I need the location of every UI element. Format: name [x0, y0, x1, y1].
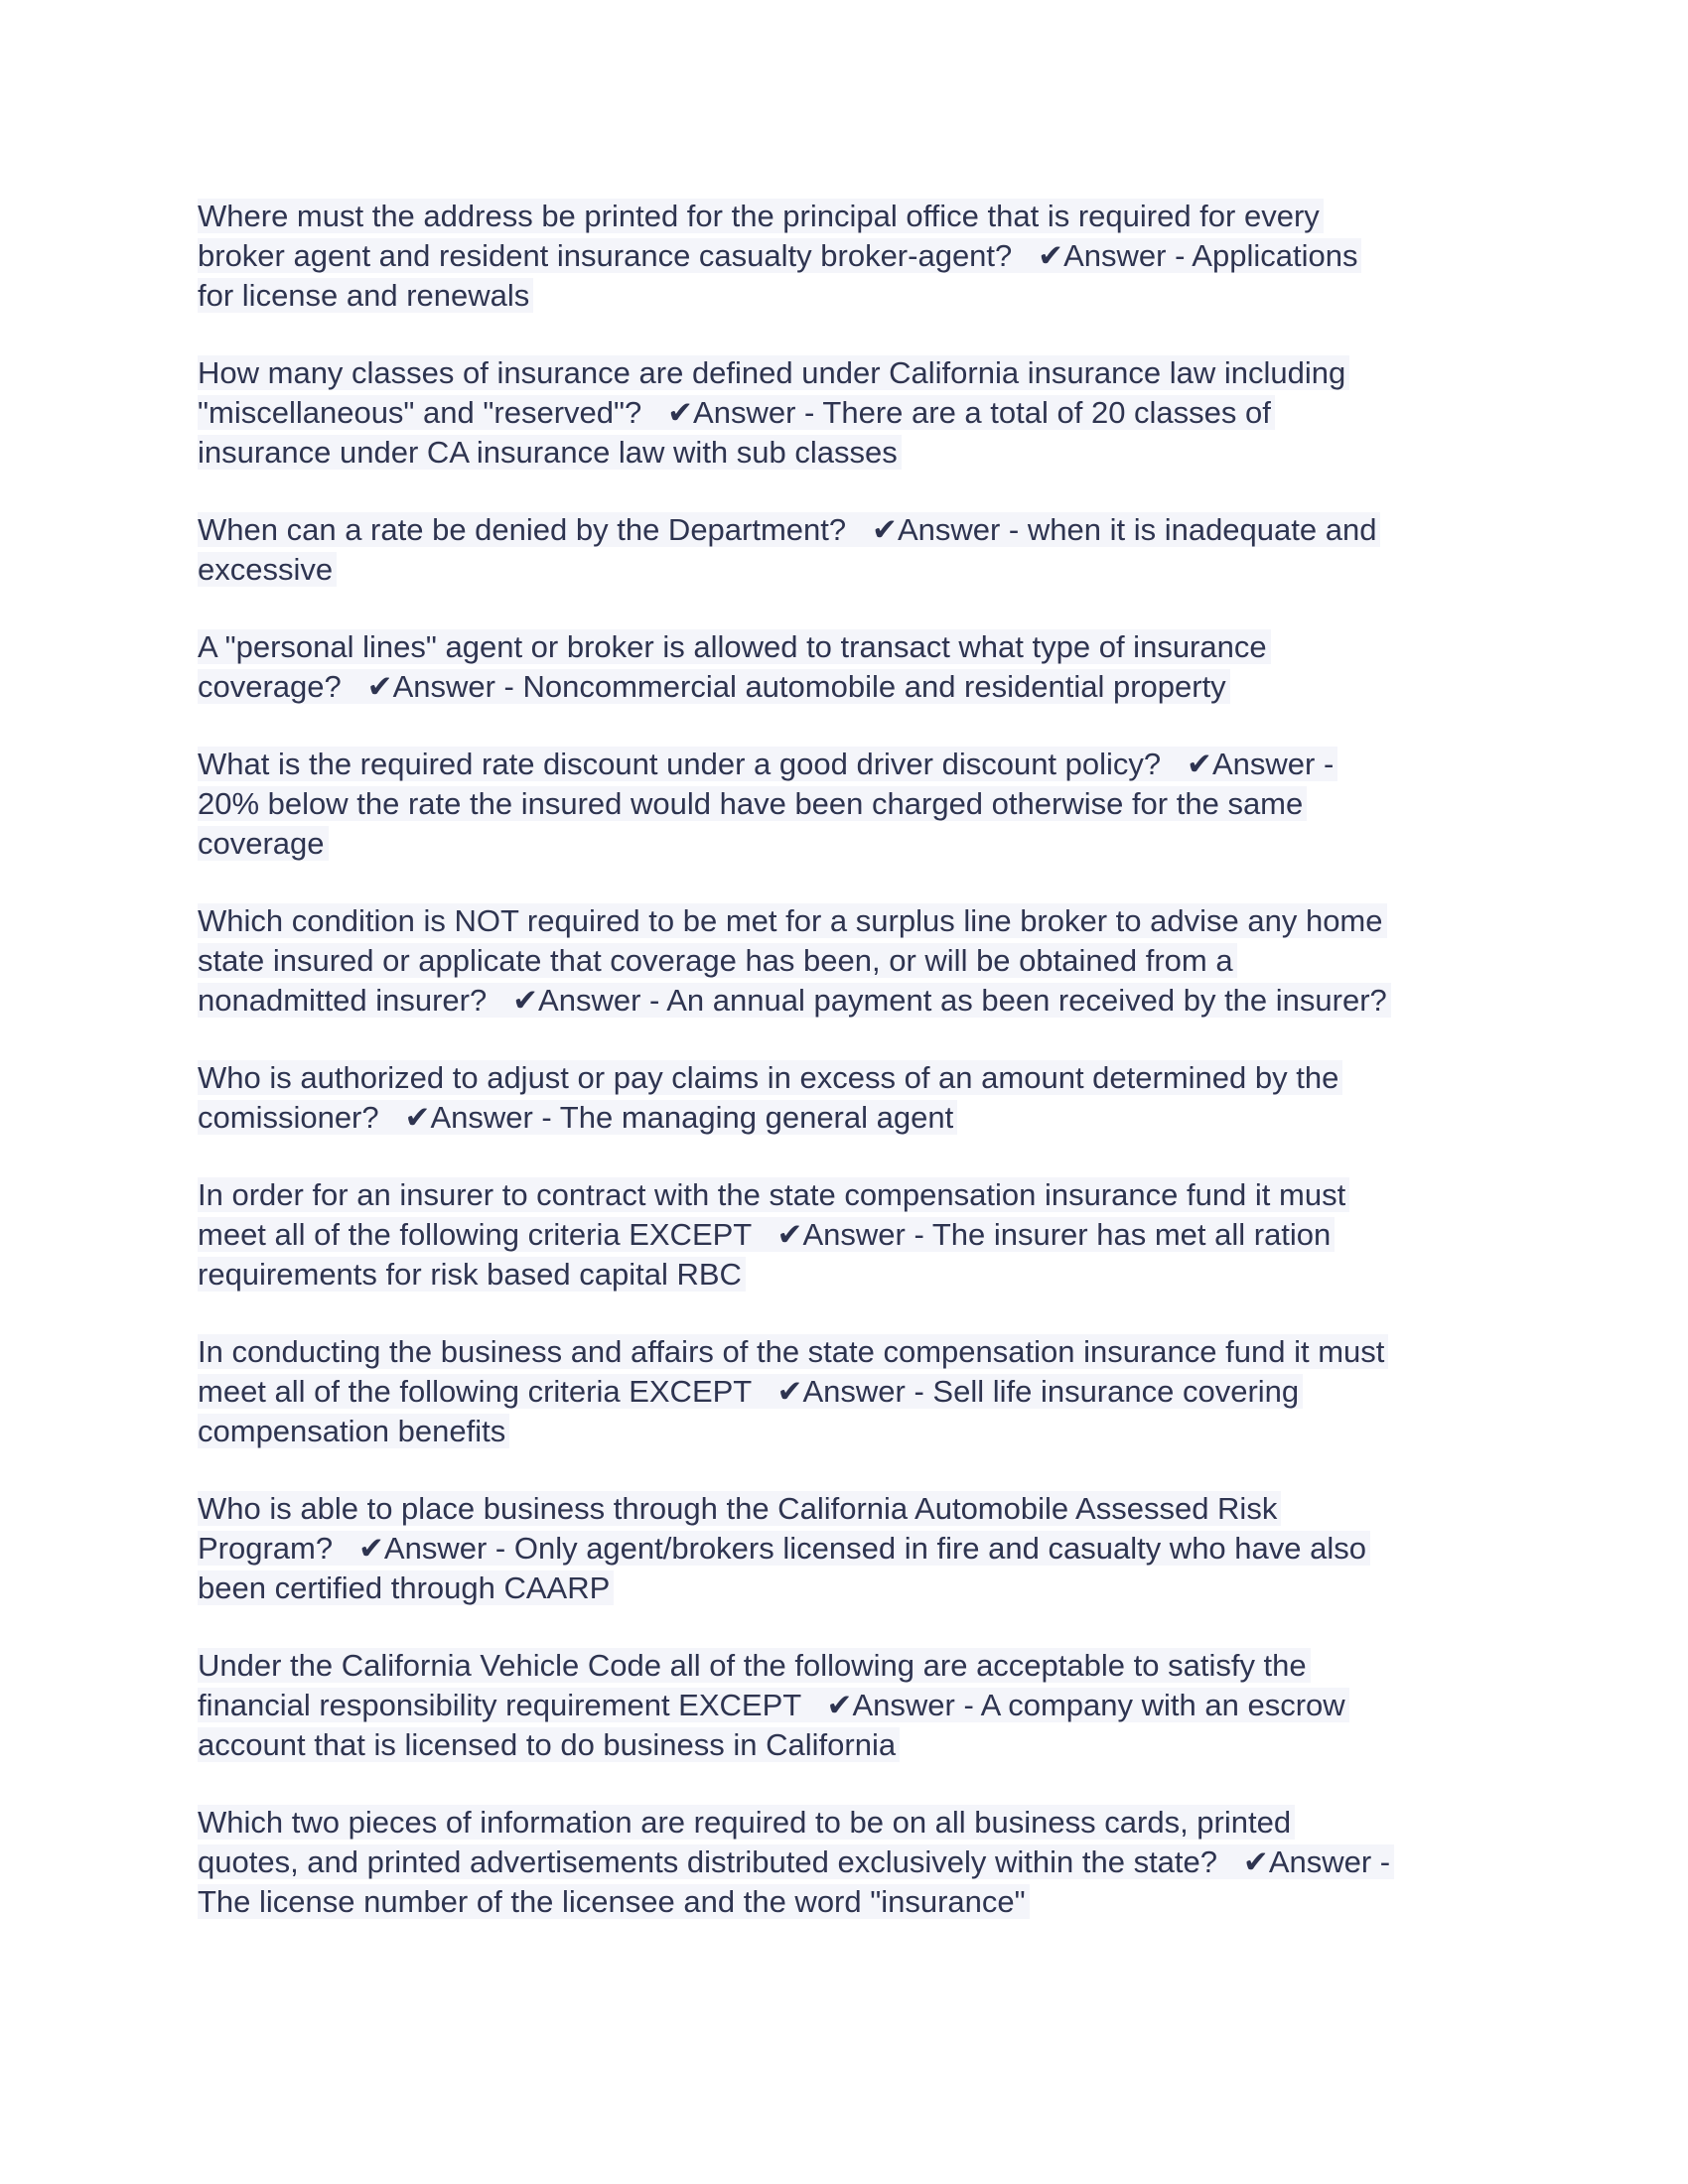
qa-item	[198, 510, 1508, 590]
qa-line	[198, 627, 1508, 667]
qa-line	[198, 236, 1508, 276]
qa-line-text: 20% below the rate the insured would have been charged otherwise for the same	[198, 786, 1307, 821]
qa-item	[198, 197, 1508, 316]
qa-item	[198, 627, 1508, 707]
qa-line-text: In order for an insurer to contract with the state compensation insurance fund it must	[198, 1177, 1349, 1212]
qa-line	[198, 784, 1508, 824]
qa-line-text: The license number of the licensee and the word "insurance"	[198, 1884, 1030, 1919]
qa-line	[198, 276, 1508, 316]
qa-line-text: Program? ✔Answer - Only agent/brokers licensed in fire and casualty who have also	[198, 1531, 1370, 1566]
qa-line	[198, 1725, 1508, 1765]
qa-line-text: When can a rate be denied by the Department? ✔Answer - when it is inadequate and	[198, 512, 1380, 547]
qa-line	[198, 1215, 1508, 1255]
qa-line	[198, 667, 1508, 707]
qa-line	[198, 1372, 1508, 1412]
qa-item	[198, 353, 1508, 473]
qa-line-text: "miscellaneous" and "reserved"? ✔Answer - There are a total of 20 classes of	[198, 395, 1275, 430]
qa-line	[198, 745, 1508, 784]
qa-line-text: Under the California Vehicle Code all of the following are acceptable to satisfy the	[198, 1648, 1311, 1683]
qa-line	[198, 824, 1508, 864]
qa-line-text: been certified through CAARP	[198, 1570, 614, 1605]
qa-line-text: excessive	[198, 552, 337, 587]
qa-line	[198, 1255, 1508, 1295]
qa-item	[198, 1803, 1508, 1922]
qa-line	[198, 433, 1508, 473]
qa-line	[198, 1058, 1508, 1098]
qa-line-text: Who is able to place business through the California Automobile Assessed Risk	[198, 1491, 1281, 1526]
qa-line	[198, 901, 1508, 941]
qa-item	[198, 901, 1508, 1021]
qa-line	[198, 1843, 1508, 1882]
qa-line	[198, 1529, 1508, 1569]
qa-line-text: nonadmitted insurer? ✔Answer - An annual payment as been received by the insurer?	[198, 983, 1391, 1018]
qa-item	[198, 1175, 1508, 1295]
qa-line	[198, 510, 1508, 550]
qa-line	[198, 1098, 1508, 1138]
qa-item	[198, 1489, 1508, 1608]
qa-line-text: What is the required rate discount under a good driver discount policy? ✔Answer -	[198, 747, 1337, 781]
qa-line-text: compensation benefits	[198, 1414, 509, 1448]
qa-line-text: financial responsibility requirement EXCEPT ✔Answer - A company with an escrow	[198, 1688, 1349, 1722]
qa-line	[198, 1412, 1508, 1451]
qa-line	[198, 197, 1508, 236]
qa-line	[198, 353, 1508, 393]
qa-line	[198, 941, 1508, 981]
qa-item	[198, 1646, 1508, 1765]
qa-line	[198, 1882, 1508, 1922]
qa-line	[198, 550, 1508, 590]
document-body	[198, 197, 1508, 1960]
qa-line-text: Who is authorized to adjust or pay claims in excess of an amount determined by the	[198, 1060, 1342, 1095]
qa-line-text: Which condition is NOT required to be met for a surplus line broker to advise any home	[198, 903, 1387, 938]
qa-line	[198, 1569, 1508, 1608]
qa-item	[198, 1058, 1508, 1138]
qa-line	[198, 1646, 1508, 1686]
qa-line-text: insurance under CA insurance law with sub classes	[198, 435, 902, 470]
qa-line-text: requirements for risk based capital RBC	[198, 1257, 746, 1292]
qa-line-text: meet all of the following criteria EXCEPT ✔Answer - The insurer has met all ration	[198, 1217, 1335, 1252]
qa-line-text: A "personal lines" agent or broker is allowed to transact what type of insurance	[198, 629, 1271, 664]
qa-line	[198, 1489, 1508, 1529]
qa-line-text: In conducting the business and affairs of the state compensation insurance fund it must	[198, 1334, 1388, 1369]
qa-line-text: state insured or applicate that coverage has been, or will be obtained from a	[198, 943, 1237, 978]
qa-line	[198, 1175, 1508, 1215]
qa-item	[198, 745, 1508, 864]
qa-line	[198, 393, 1508, 433]
qa-line-text: broker agent and resident insurance casualty broker-agent? ✔Answer - Applications	[198, 238, 1361, 273]
qa-line	[198, 1332, 1508, 1372]
qa-line-text: Where must the address be printed for the principal office that is required for every	[198, 199, 1324, 233]
qa-line-text: account that is licensed to do business in California	[198, 1727, 900, 1762]
qa-line	[198, 981, 1508, 1021]
qa-line-text: How many classes of insurance are defined under California insurance law including	[198, 355, 1349, 390]
qa-line-text: meet all of the following criteria EXCEPT ✔Answer - Sell life insurance covering	[198, 1374, 1303, 1409]
qa-line-text: comissioner? ✔Answer - The managing general agent	[198, 1100, 957, 1135]
qa-line-text: Which two pieces of information are required to be on all business cards, printed	[198, 1805, 1295, 1840]
qa-line-text: for license and renewals	[198, 278, 533, 313]
qa-item	[198, 1332, 1508, 1451]
qa-line-text: coverage	[198, 826, 329, 861]
qa-line-text: coverage? ✔Answer - Noncommercial automobile and residential property	[198, 669, 1230, 704]
qa-line-text: quotes, and printed advertisements distributed exclusively within the state? ✔Answer -	[198, 1844, 1394, 1879]
qa-line	[198, 1686, 1508, 1725]
qa-line	[198, 1803, 1508, 1843]
